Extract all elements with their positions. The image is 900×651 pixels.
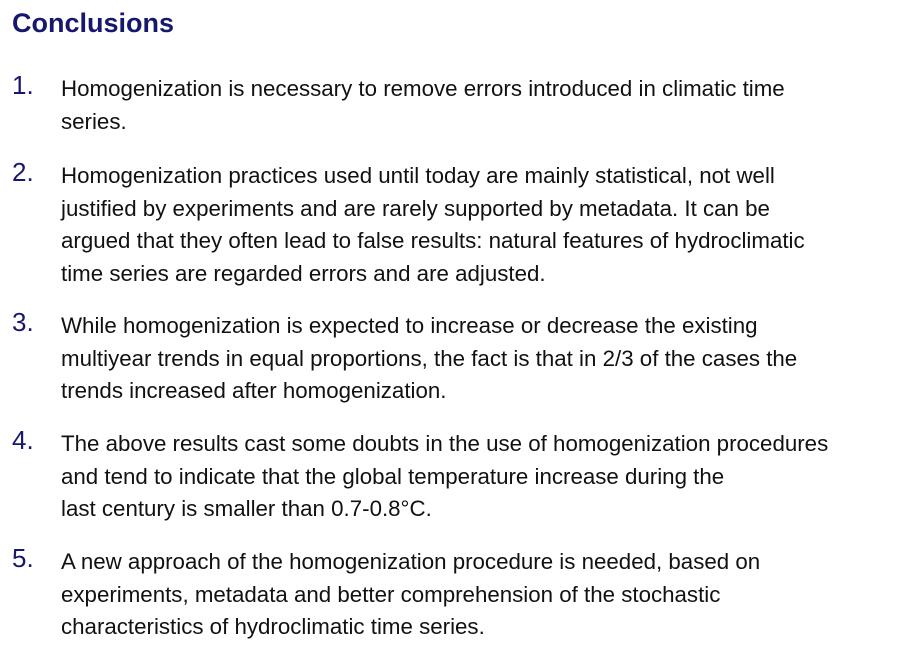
item-line: While homogenization is expected to increase or decrease the existing [61, 313, 758, 338]
page-title: Conclusions [12, 8, 175, 38]
item-number: 3. [12, 307, 34, 337]
item-line: experiments, metadata and better comprehension of the stochastic [61, 581, 721, 607]
item-line: characteristics of hydroclimatic time series. [61, 614, 485, 639]
item-line: multiyear trends in equal proportions, the fact is that in 2/3 of the cases the [61, 345, 798, 371]
item-line: and tend to indicate that the global temperature increase during the [61, 463, 725, 489]
item-text [61, 160, 891, 290]
item-number: 4. [12, 425, 34, 455]
item-text [61, 73, 891, 138]
item-number: 5. [12, 543, 34, 573]
item-line: time series are regarded errors and are adjusted. [61, 260, 546, 286]
item-line: Homogenization is necessary to remove errors introduced in climatic time [61, 76, 785, 101]
item-line: series. [61, 108, 127, 134]
item-line: Homogenization practices used until today are mainly statistical, not well [61, 163, 775, 188]
item-line: trends increased after homogenization. [61, 378, 447, 403]
item-line: last century is smaller than 0.7-0.8°C. [61, 496, 432, 521]
item-text [61, 310, 891, 408]
item-line: argued that they often lead to false results: natural features of hydroclimatic [61, 228, 805, 253]
item-line: The above results cast some doubts in the use of homogenization procedures [61, 431, 829, 456]
item-line: A new approach of the homogenization procedure is needed, based on [61, 549, 761, 574]
item-text [61, 546, 891, 644]
item-number: 2. [12, 157, 34, 187]
item-line: justified by experiments and are rarely supported by metadata. It can be [61, 195, 770, 221]
item-text [61, 428, 891, 526]
item-number: 1. [12, 70, 34, 100]
